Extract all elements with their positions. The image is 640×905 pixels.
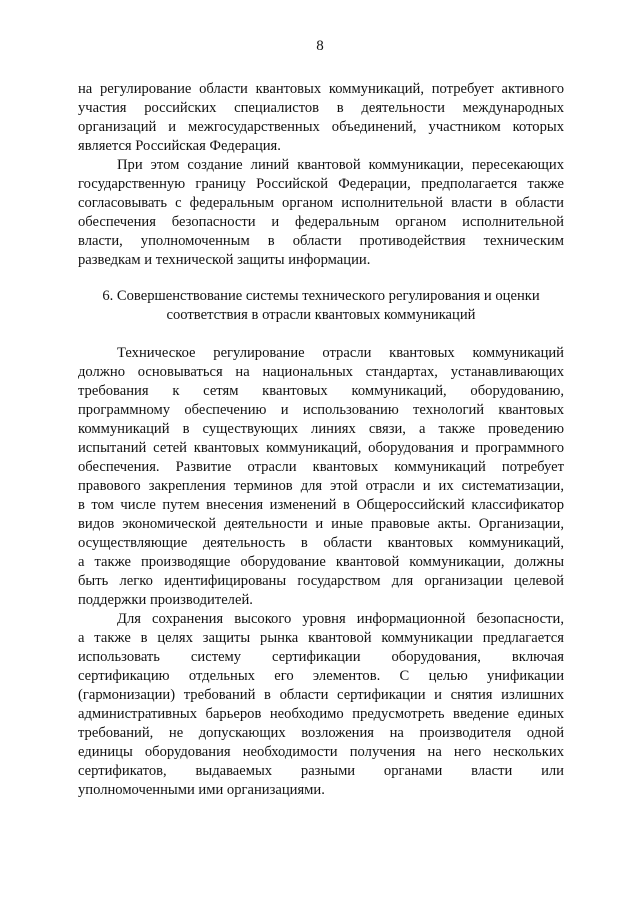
text-line: осуществляющие деятельность в области квантовых коммуникаций, bbox=[78, 535, 564, 551]
text-line: коммуникаций в существующих линиях связи, а также проведению bbox=[78, 421, 564, 437]
text-line: уполномоченными ими организациями. bbox=[78, 782, 325, 798]
text-line: разведкам и технической защиты информации. bbox=[78, 252, 371, 268]
text-line: видов экономической деятельности и иные правовые акты. Организации, bbox=[78, 516, 564, 532]
text-line: должно основываться на национальных стандартах, устанавливающих bbox=[78, 364, 564, 380]
text-line: административных барьеров необходимо предусмотреть введение единых bbox=[78, 706, 564, 722]
section-heading: 6. Совершенствование системы технического регулирования и оценки bbox=[102, 288, 540, 304]
text-line: Для сохранения высокого уровня информационной безопасности, bbox=[117, 611, 564, 627]
text-line: (гармонизации) требований в области сертификации и снятия излишних bbox=[78, 687, 564, 703]
text-line: использовать систему сертификации оборудования, включая bbox=[78, 649, 564, 665]
text-line: обеспечения. Развитие отрасли квантовых коммуникаций потребует bbox=[78, 459, 564, 475]
text-line: а также производящие оборудование квантовой коммуникации, должны bbox=[78, 554, 564, 570]
text-line: сертификатов, выдаваемых разными органами власти или bbox=[78, 763, 564, 779]
text-line: является Российская Федерация. bbox=[78, 138, 281, 154]
page-number: 8 bbox=[316, 38, 324, 54]
text-line: обеспечения безопасности и федеральным органом исполнительной bbox=[78, 214, 564, 230]
text-line: быть легко идентифицированы государством для организации целевой bbox=[78, 573, 564, 589]
text-line: на регулирование области квантовых коммуникаций, потребует активного bbox=[78, 81, 564, 97]
text-line: единицы оборудования необходимости получения на него нескольких bbox=[78, 744, 564, 760]
text-line: испытаний сетей квантовых коммуникаций, оборудования и программного bbox=[78, 440, 564, 456]
text-line: сертификацию отдельных его элементов. С целью унификации bbox=[78, 668, 564, 684]
text-line: участия российских специалистов в деятельности международных bbox=[78, 100, 564, 116]
text-line: требований, не допускающих возложения на производителя одной bbox=[78, 725, 564, 741]
text-line: государственную границу Российской Федерации, предполагается также bbox=[78, 176, 564, 192]
text-line: При этом создание линий квантовой коммуникации, пересекающих bbox=[117, 157, 564, 173]
text-line: согласовывать с федеральным органом исполнительной власти в области bbox=[78, 195, 564, 211]
text-line: правового закрепления терминов для этой отрасли и их систематизации, bbox=[78, 478, 564, 494]
text-line: власти, уполномоченным в области противодействия техническим bbox=[78, 233, 564, 249]
text-line: требования к сетям квантовых коммуникаций, оборудованию, bbox=[78, 383, 564, 399]
text-line: организаций и межгосударственных объединений, участником которых bbox=[78, 119, 564, 135]
section-heading: соответствия в отрасли квантовых коммуникаций bbox=[166, 307, 476, 323]
text-line: Техническое регулирование отрасли квантовых коммуникаций bbox=[117, 345, 564, 361]
text-line: поддержки производителей. bbox=[78, 592, 253, 608]
text-line: а также в целях защиты рынка квантовой коммуникации предлагается bbox=[78, 630, 564, 646]
text-line: программному обеспечению и использованию технологий квантовых bbox=[78, 402, 564, 418]
text-line: в том числе путем внесения изменений в Общероссийский классификатор bbox=[78, 497, 564, 513]
